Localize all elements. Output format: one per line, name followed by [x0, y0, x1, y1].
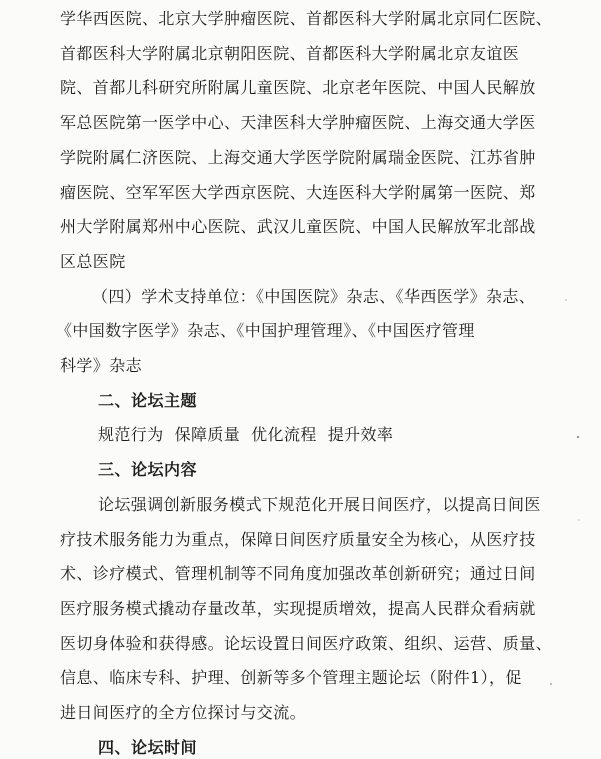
section-heading-forum-theme: 二、论坛主题: [98, 390, 198, 410]
academic-support-line: 科学》杂志: [60, 356, 143, 375]
hospital-list-line: 军总医院第一医学中心、天津医科大学肿瘤医院、上海交通大学医: [60, 113, 536, 133]
forum-content-line: 信息、临床专科、护理、创新等多个管理主题论坛（附件1），促: [60, 668, 522, 688]
forum-content-line: 疗技术服务能力为重点，保障日间医疗质量安全为核心，从医疗技: [60, 529, 536, 549]
hospital-list-line: 州大学附属郑州中心医院、武汉儿童医院、中国人民解放军北部战: [60, 217, 536, 237]
hospital-list-line: 首都医科大学附属北京朝阳医院、首都医科大学附属北京友谊医: [60, 43, 520, 63]
hospital-list-line: 学华西医院、北京大学肿瘤医院、首都医科大学附属北京同仁医院、: [60, 9, 553, 28]
forum-content-line: 术、诊疗模式、管理机制等不同角度加强改革创新研究；通过日间: [60, 564, 536, 584]
section-heading-forum-content: 三、论坛内容: [98, 460, 198, 480]
academic-support-line: 《中国数字医学》杂志、《中国护理管理》、《中国医疗管理: [56, 321, 475, 341]
section-heading-forum-time: 四、论坛时间: [98, 737, 198, 757]
forum-theme-text: 规范行为 保障质量 优化流程 提升效率: [98, 425, 394, 445]
hospital-list-line: 瘤医院、空军军医大学西京医院、大连医科大学附属第一医院、郑: [60, 182, 536, 202]
forum-content-line: 进日间医疗的全方位探讨与交流。: [60, 703, 307, 722]
hospital-list-line: 区总医院: [60, 251, 126, 271]
forum-content-line: 医疗服务模式撬动存量改革，实现提质增效，提高人民群众看病就: [60, 598, 536, 618]
hospital-list-line: 学院附属仁济医院、上海交通大学医学院附属瑞金医院、江苏省肿: [60, 147, 536, 167]
academic-support-line: （四）学术支持单位：《中国医院》杂志、《华西医学》杂志、: [92, 286, 536, 306]
forum-content-line: 论坛强调创新服务模式下规范化开展日间医疗，以提高日间医: [98, 494, 541, 514]
forum-content-line: 医切身体验和获得感。论坛设置日间医疗政策、组织、运营、质量、: [60, 633, 553, 653]
hospital-list-line: 院、首都儿科研究所附属儿童医院、北京老年医院、中国人民解放: [60, 78, 536, 98]
